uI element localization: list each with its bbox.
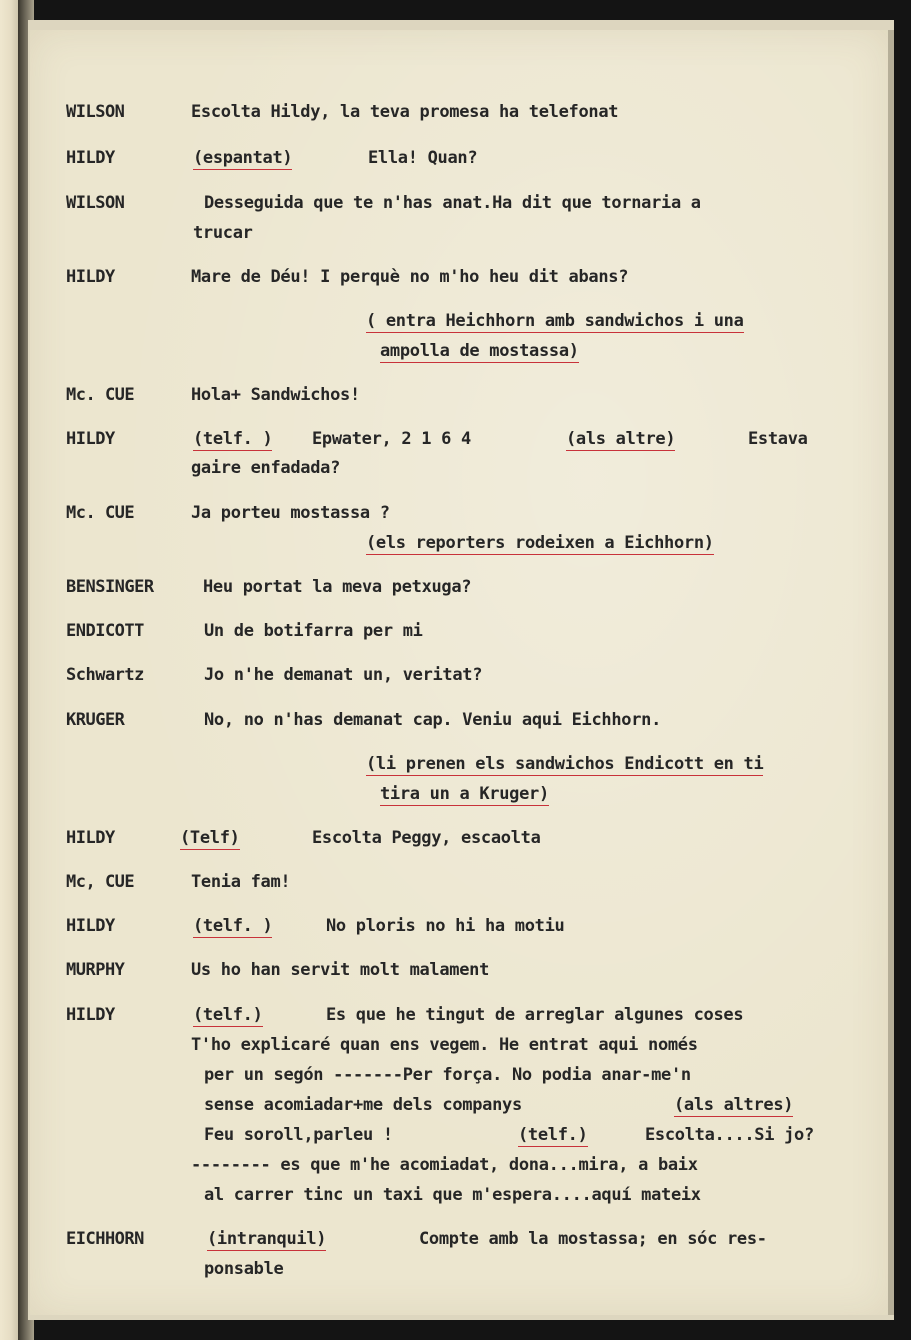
speaker-name: HILDY [66,429,115,449]
stage-direction: (espantat) [193,148,293,168]
speaker-name: WILSON [66,102,125,122]
speaker-name: MURPHY [66,960,125,980]
dialogue-line: ponsable [204,1259,284,1279]
dialogue-line: Us ho han servit molt malament [191,960,490,980]
dialogue-line: Mare de Déu! I perquè no m'ho heu dit abans? [191,267,629,287]
speaker-name: HILDY [66,267,115,287]
dialogue-line: gaire enfadada? [191,458,341,478]
stage-direction: (telf. ) [193,429,273,449]
dialogue-line: sense acomiadar+me dels companys [204,1095,522,1115]
speaker-name: HILDY [66,148,115,168]
dialogue-line: al carrer tinc un taxi que m'espera....aquí mateix [204,1185,701,1205]
dialogue-line: Ja porteu mostassa ? [191,503,390,523]
stage-direction: (als altres) [674,1095,794,1115]
dialogue-line: Desseguida que te n'has anat.Ha dit que tornaria a [204,193,701,213]
dialogue-line: T'ho explicaré quan ens vegem. He entrat aqui només [191,1035,698,1055]
dialogue-line: Heu portat la meva petxuga? [203,577,472,597]
dialogue-line: Feu soroll,parleu ! [204,1125,393,1145]
dialogue-line: trucar [193,223,253,243]
stage-direction: (els reporters rodeixen a Eichhorn) [366,533,714,553]
dialogue-line: per un segón -------Per força. No podia anar-me'n [204,1065,691,1085]
speaker-name: BENSINGER [66,577,154,597]
speaker-name: HILDY [66,828,115,848]
speaker-name: Mc. CUE [66,385,135,405]
dialogue-line: Escolta....Si jo? [645,1125,814,1145]
speaker-name: ENDICOTT [66,621,144,641]
dialogue-line: No ploris no hi ha motiu [326,916,565,936]
stage-direction: (Telf) [180,828,240,848]
stage-direction: (intranquil) [207,1229,327,1249]
dialogue-line: Escolta Hildy, la teva promesa ha telefonat [191,102,619,122]
dialogue-line: -------- es que m'he acomiadat, dona...mira, a baix [191,1155,698,1175]
stage-direction: (telf.) [193,1005,263,1025]
speaker-name: WILSON [66,193,125,213]
dialogue-line: Un de botifarra per mi [204,621,423,641]
speaker-name: Schwartz [66,665,144,685]
dialogue-line: Escolta Peggy, escaolta [312,828,541,848]
dialogue-line: Hola+ Sandwichos! [191,385,360,405]
stage-direction: (als altre) [566,429,676,449]
dialogue-line: Jo n'he demanat un, veritat? [204,665,483,685]
dialogue-line: Estava [748,429,808,449]
speaker-name: KRUGER [66,710,125,730]
speaker-name: EICHHORN [66,1229,144,1249]
stage-direction: tira un a Kruger) [380,784,549,804]
stage-direction: ampolla de mostassa) [380,341,579,361]
speaker-name: HILDY [66,916,115,936]
dialogue-line: Ella! Quan? [368,148,478,168]
dialogue-line: No, no n'has demanat cap. Veniu aqui Eichhorn. [204,710,662,730]
dialogue-line: Epwater, 2 1 6 4 [312,429,471,449]
stage-direction: (telf. ) [193,916,273,936]
speaker-name: Mc, CUE [66,872,135,892]
dialogue-line: Compte amb la mostassa; en sóc res- [419,1229,767,1249]
speaker-name: HILDY [66,1005,115,1025]
stage-direction: ( entra Heichhorn amb sandwichos i una [366,311,744,331]
dialogue-line: Es que he tingut de arreglar algunes coses [326,1005,744,1025]
stage-direction: (telf.) [518,1125,588,1145]
stage-direction: (li prenen els sandwichos Endicott en ti [366,754,764,774]
dialogue-line: Tenia fam! [191,872,291,892]
speaker-name: Mc. CUE [66,503,135,523]
